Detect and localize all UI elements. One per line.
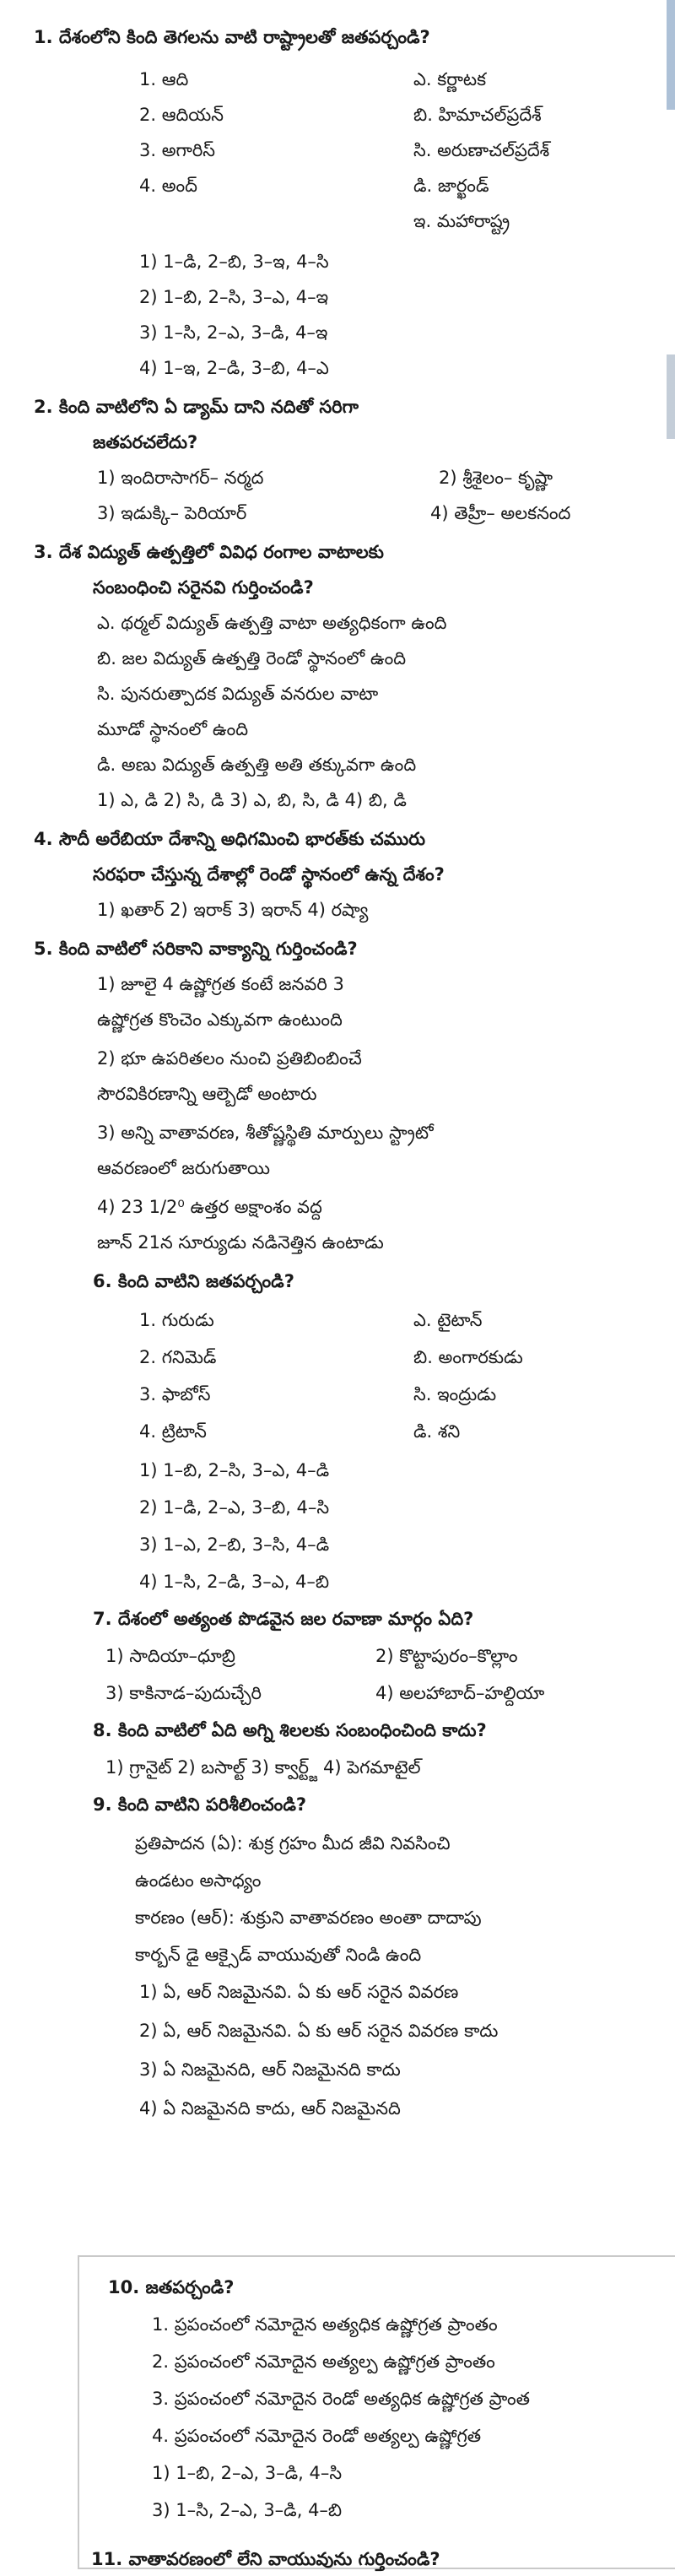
- q10-item-1: 1. ప్రపంచంలో నమోదైన అత్యధిక ఉష్ణోగ్రత ప్రాంతం: [152, 2314, 498, 2335]
- q1-option-2: 2) 1–బి, 2–సి, 3–ఎ, 4–ఇ: [139, 287, 329, 307]
- q5-line-3: 2) భూ ఉపరితలం నుంచి ప్రతిబింబించే: [97, 1048, 362, 1069]
- q6-option-3: 3) 1–ఎ, 2–బి, 3–సి, 4–డి: [139, 1534, 330, 1555]
- q1-right-1: ఎ. కర్ణాటక: [413, 69, 487, 89]
- q5-line-7: 4) 23 1/2⁰ ఉత్తర అక్షాంశం వద్ద: [97, 1197, 322, 1217]
- q3-statement-b: బి. జల విద్యుత్ ఉత్పత్తి రెండో స్థానంలో ఉంది: [97, 648, 407, 668]
- q10-box: [78, 2255, 675, 2569]
- q2-heading-line-1: 2. కింది వాటిలోని ఏ డ్యామ్ దాని నదితో సరిగా: [34, 397, 359, 417]
- q1-right-2: బి. హిమాచల్‌ప్రదేశ్: [413, 105, 542, 125]
- q1-option-4: 4) 1–ఇ, 2–డి, 3–బి, 4–ఎ: [139, 358, 329, 378]
- q7-option-2: 2) కొట్టాపురం–కొల్లాం: [375, 1646, 518, 1666]
- q7-heading: 7. దేశంలో అత్యంత పొడవైన జల రవాణా మార్గం ఏది?: [93, 1609, 474, 1629]
- q6-option-1: 1) 1–బి, 2–సి, 3–ఎ, 4–డి: [139, 1460, 330, 1480]
- q2-heading-line-2: జతపరచలేదు?: [93, 432, 198, 452]
- q9-reason-line-1: కారణం (ఆర్): శుక్రుని వాతావరణం అంతా దాదాపు: [135, 1908, 482, 1928]
- q1-option-1: 1) 1–డి, 2–బి, 3–ఇ, 4–సి: [139, 252, 329, 272]
- q9-option-1: 1) ఏ, ఆర్ నిజమైనవి. ఏ కు ఆర్ సరైన వివరణ: [139, 1982, 459, 2002]
- q3-statement-a: ఎ. థర్మల్ విద్యుత్ ఉత్పత్తి వాటా అత్యధికంగా ఉంది: [97, 613, 447, 633]
- q6-right-1: ఎ. టైటాన్: [413, 1310, 483, 1330]
- q9-assertion-line-1: ప్రతిపాదన (ఏ): శుక్ర గ్రహం మీద జీవి నివసించి: [135, 1833, 451, 1854]
- q11-heading: 11. వాతావరణంలో లేని వాయువును గుర్తించండి?: [91, 2549, 440, 2569]
- q5-line-4: సౌరవికిరణాన్ని ఆల్బెడో అంటారు: [97, 1084, 317, 1104]
- q10-option-3: 3) 1–సి, 2–ఎ, 3–డి, 4–బి: [152, 2500, 343, 2520]
- q9-reason-line-2: కార్బన్ డై ఆక్సైడ్ వాయువుతో నిండి ఉంది: [135, 1945, 422, 1965]
- q5-heading: 5. కింది వాటిలో సరికాని వాక్యాన్ని గుర్తించండి?: [34, 939, 358, 959]
- q9-heading: 9. కింది వాటిని పరిశీలించండి?: [93, 1794, 307, 1815]
- q10-item-3: 3. ప్రపంచంలో నమోదైన రెండో అత్యధిక ఉష్ణోగ్రత ప్రాంత: [152, 2389, 530, 2409]
- q3-statement-c: సి. పునరుత్పాదక విద్యుత్ వనరుల వాటా: [97, 684, 379, 704]
- q1-left-4: 4. అంద్: [139, 176, 197, 196]
- q4-options: 1) ఖతార్ 2) ఇరాక్ 3) ఇరాన్ 4) రష్యా: [97, 900, 369, 920]
- q6-left-3: 3. ఫాబోస్: [139, 1384, 211, 1404]
- q3-options: 1) ఎ, డి 2) సి, డి 3) ఎ, బి, సి, డి 4) బి, డి: [97, 790, 407, 810]
- q7-option-3: 3) కాకినాడ–పుదుచ్చేరి: [105, 1683, 262, 1703]
- q6-option-4: 4) 1–సి, 2–డి, 3–ఎ, 4–బి: [139, 1572, 330, 1592]
- q9-option-3: 3) ఏ నిజమైనది, ఆర్ నిజమైనది కాదు: [139, 2059, 401, 2080]
- q6-left-4: 4. ట్రిటాన్: [139, 1421, 207, 1442]
- q6-left-1: 1. గురుడు: [139, 1310, 214, 1330]
- q6-right-3: సి. ఇంద్రుడు: [413, 1384, 497, 1404]
- q6-right-2: బి. అంగారకుడు: [413, 1347, 523, 1367]
- q6-option-2: 2) 1–డి, 2–ఎ, 3–బి, 4–సి: [139, 1497, 330, 1518]
- q4-heading-line-2: సరఫరా చేస్తున్న దేశాల్లో రెండో స్థానంలో ఉన్న దేశం?: [93, 864, 445, 885]
- q8-heading: 8. కింది వాటిలో ఏది అగ్ని శిలలకు సంబంధించింది కాదు?: [93, 1720, 487, 1740]
- q1-left-1: 1. ఆది: [139, 69, 189, 89]
- q10-item-2: 2. ప్రపంచంలో నమోదైన అత్యల్ప ఉష్ణోగ్రత ప్రాంతం: [152, 2351, 495, 2372]
- q8-options: 1) గ్రానైట్ 2) బసాల్ట్ 3) క్వార్ట్జ్ 4) పెగమాటైల్: [105, 1757, 421, 1778]
- q1-right-4: డి. జార్ఖండ్: [413, 176, 489, 196]
- q1-left-3: 3. అగారిస్: [139, 140, 216, 160]
- q6-right-4: డి. శని: [413, 1421, 461, 1442]
- q1-right-3: సి. అరుణాచల్‌ప్రదేశ్: [413, 140, 550, 160]
- q9-option-2: 2) ఏ, ఆర్ నిజమైనవి. ఏ కు ఆర్ సరైన వివరణ కాదు: [139, 2021, 499, 2041]
- q5-line-8: జూన్ 21న సూర్యుడు నడినెత్తిన ఉంటాడు: [97, 1232, 384, 1253]
- q5-line-6: ఆవరణంలో జరుగుతాయి: [97, 1158, 270, 1178]
- q2-option-1: 1) ఇందిరాసాగర్– నర్మద: [97, 468, 264, 488]
- q3-statement-d: డి. అణు విద్యుత్ ఉత్పత్తి అతి తక్కువగా ఉంది: [97, 755, 417, 775]
- q5-line-2: ఉష్ణోగ్రత కొంచెం ఎక్కువగా ఉంటుంది: [97, 1009, 343, 1030]
- q10-option-1: 1) 1–బి, 2–ఎ, 3–డి, 4–సి: [152, 2463, 343, 2483]
- q6-heading: 6. కింది వాటిని జతపర్చండి?: [93, 1271, 294, 1291]
- q6-left-2: 2. గనిమెడ్: [139, 1347, 217, 1367]
- q9-assertion-line-2: ఉండటం అసాధ్యం: [135, 1870, 262, 1891]
- q10-heading: 10. జతపర్చండి?: [108, 2277, 235, 2297]
- q3-heading-line-2: సంబంధించి సరైనవి గుర్తించండి?: [93, 577, 314, 598]
- right-edge-strip: [667, 0, 675, 2576]
- q5-line-5: 3) అన్ని వాతావరణ, శీతోష్ణస్థితి మార్పులు స్ట్రాటో: [97, 1123, 434, 1143]
- q2-option-3: 3) ఇడుక్కి– పెరియార్: [97, 503, 247, 523]
- q1-left-2: 2. ఆదియన్: [139, 105, 224, 125]
- q2-option-4: 4) తెహ్రీ– అలకనంద: [430, 503, 571, 523]
- q7-option-4: 4) అలహాబాద్–హల్దియా: [375, 1683, 545, 1703]
- q4-heading-line-1: 4. సౌదీ అరేబియా దేశాన్ని అధిగమించి భారత్‌కు చమురు: [34, 829, 425, 849]
- q2-option-2: 2) శ్రీశైలం– కృష్ణా: [439, 468, 554, 488]
- q9-option-4: 4) ఏ నిజమైనది కాదు, ఆర్ నిజమైనది: [139, 2098, 401, 2119]
- q5-line-1: 1) జూలై 4 ఉష్ణోగ్రత కంటే జనవరి 3: [97, 974, 344, 994]
- q3-statement-c-cont: మూడో స్థానంలో ఉంది: [97, 719, 249, 739]
- q10-item-4: 4. ప్రపంచంలో నమోదైన రెండో అత్యల్ప ఉష్ణోగ్రత: [152, 2426, 482, 2446]
- q3-heading-line-1: 3. దేశ విద్యుత్ ఉత్పత్తిలో వివిధ రంగాల వాటాలకు: [34, 542, 384, 562]
- q1-right-5: ఇ. మహారాష్ట్ర: [413, 211, 510, 231]
- q7-option-1: 1) సాదియా–ధూబ్రి: [105, 1646, 235, 1666]
- q1-heading: 1. దేశంలోని కింది తెగలను వాటి రాష్ట్రాలతో జతపర్చండి?: [34, 27, 430, 47]
- q1-option-3: 3) 1–సి, 2–ఎ, 3–డి, 4–ఇ: [139, 322, 328, 343]
